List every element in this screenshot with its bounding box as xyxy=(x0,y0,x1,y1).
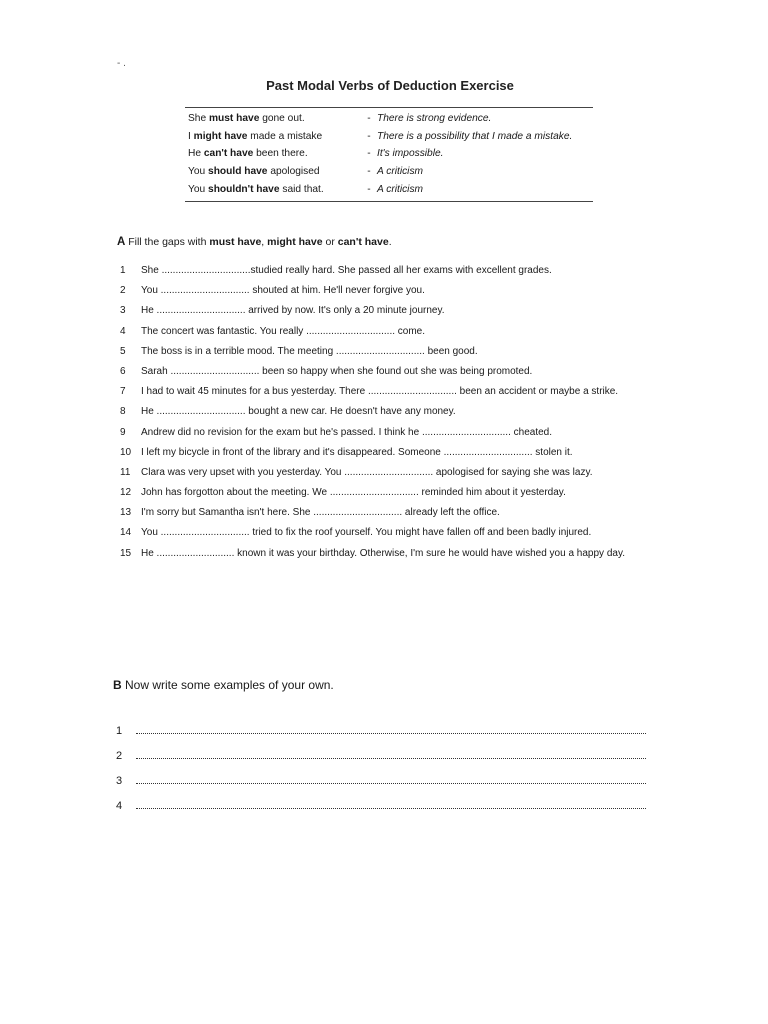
reference-row xyxy=(185,180,593,198)
write-line xyxy=(116,787,646,812)
reference-example xyxy=(185,166,363,177)
exercise-number: 6 xyxy=(120,365,126,377)
reference-meaning: There is strong evidence. xyxy=(377,113,492,125)
write-lines xyxy=(116,712,646,812)
exercise-number: 11 xyxy=(120,466,131,478)
exercise-text: Sarah ................................ been so happy when she found out she was being promoted. xyxy=(141,365,533,377)
dotted-answer-line[interactable] xyxy=(136,749,646,759)
example-modal: can't have xyxy=(203,148,254,160)
example-post: made a mistake xyxy=(247,130,323,142)
exercise-item xyxy=(116,285,656,297)
exercise-item xyxy=(116,507,656,519)
section-b-letter: B xyxy=(113,678,122,692)
exercise-number: 9 xyxy=(120,426,126,438)
exercise-item xyxy=(116,548,656,560)
exercise-item xyxy=(116,386,656,398)
separator: or xyxy=(322,236,338,248)
exercise-text: He ............................ known it was your birthday. Otherwise, I'm sure he would have wished you a happy day. xyxy=(141,547,625,559)
exercise-text: You ................................ shouted at him. He'll never forgive you. xyxy=(141,285,425,297)
reference-dash: - xyxy=(367,113,371,125)
exercise-text: You ................................ tried to fix the roof yourself. You might have fallen off and been badly injured. xyxy=(141,527,592,539)
example-modal: might have xyxy=(193,130,248,142)
exercise-number: 12 xyxy=(120,487,132,499)
exercise-text: I had to wait 45 minutes for a bus yesterday. There ................................ been an accident or maybe a strike. xyxy=(141,386,619,398)
exercise-item xyxy=(116,305,656,317)
write-line xyxy=(116,712,646,737)
period: . xyxy=(388,236,392,248)
exercise-number: 13 xyxy=(120,507,132,519)
exercise-text: He ................................ arrived by now. It's only a 20 minute journey. xyxy=(141,305,445,317)
dotted-answer-line[interactable] xyxy=(136,724,646,734)
write-line-number: 4 xyxy=(116,800,123,812)
reference-meaning: A criticism xyxy=(377,166,424,178)
exercise-item xyxy=(116,326,656,338)
exercise-item xyxy=(116,406,656,418)
section-a-text: Fill the gaps with xyxy=(125,236,210,248)
exercise-list xyxy=(116,265,656,568)
exercise-text: He ................................ bought a new car. He doesn't have any money. xyxy=(141,406,456,418)
corner-mark: - . xyxy=(117,58,126,69)
exercise-item xyxy=(116,447,656,459)
exercise-text: The boss is in a terrible mood. The meeting ................................ been good. xyxy=(141,345,478,357)
section-b-text: Now write some examples of your own. xyxy=(121,678,334,692)
exercise-text: John has forgotton about the meeting. We ................................ reminded him about it yesterday. xyxy=(141,487,566,499)
reference-row xyxy=(185,145,593,163)
write-line-number: 2 xyxy=(116,750,123,762)
exercise-item xyxy=(116,366,656,378)
example-modal: must have xyxy=(208,113,260,125)
section-b-instructions xyxy=(113,678,334,692)
reference-meaning: A criticism xyxy=(377,183,424,195)
example-modal: shouldn't have xyxy=(208,183,280,195)
exercise-number: 1 xyxy=(120,265,126,276)
reference-meaning: It's impossible. xyxy=(377,148,444,160)
exercise-item xyxy=(116,487,656,499)
example-post: apologised xyxy=(267,166,320,178)
exercise-text: I left my bicycle in front of the library and it's disappeared. Someone ................................ stolen it. xyxy=(141,446,573,458)
reference-row xyxy=(185,128,593,146)
reference-row xyxy=(185,163,593,181)
write-line xyxy=(116,737,646,762)
exercise-number: 7 xyxy=(120,386,126,398)
exercise-number: 3 xyxy=(120,305,126,317)
reference-row xyxy=(185,110,593,128)
exercise-number: 5 xyxy=(120,345,126,357)
example-pre: You xyxy=(188,183,209,195)
example-pre: You xyxy=(188,166,209,178)
reference-example xyxy=(185,184,363,195)
separator: , xyxy=(261,236,268,248)
example-post: gone out. xyxy=(259,113,305,125)
exercise-item xyxy=(116,427,656,439)
write-line-number: 1 xyxy=(116,725,123,737)
page-title: Past Modal Verbs of Deduction Exercise xyxy=(266,78,514,93)
exercise-text: Andrew did no revision for the exam but he's passed. I think he ................................ cheated. xyxy=(141,426,553,438)
exercise-text: Clara was very upset with you yesterday. You ................................ apologised for saying she was lazy. xyxy=(141,466,593,478)
section-a-letter: A xyxy=(117,236,126,248)
modal-cant-have: can't have xyxy=(337,236,389,248)
exercise-item xyxy=(116,527,656,539)
example-modal: should have xyxy=(208,166,268,178)
section-a-instructions xyxy=(117,236,392,248)
example-pre: He xyxy=(188,148,204,160)
exercise-number: 10 xyxy=(120,446,132,458)
exercise-item xyxy=(116,467,656,479)
reference-example xyxy=(185,113,363,124)
example-pre: She xyxy=(188,113,209,125)
dotted-answer-line[interactable] xyxy=(136,799,646,809)
reference-dash: - xyxy=(367,148,371,160)
reference-dash: - xyxy=(367,183,371,195)
exercise-number: 2 xyxy=(120,285,126,297)
exercise-number: 8 xyxy=(120,406,126,418)
reference-dash: - xyxy=(367,130,371,142)
reference-example xyxy=(185,131,363,142)
modal-must-have: must have xyxy=(209,236,262,248)
exercise-text: The concert was fantastic. You really ................................ come. xyxy=(141,325,426,337)
reference-meaning: There is a possibility that I made a mistake. xyxy=(377,130,573,142)
write-line-number: 3 xyxy=(116,775,123,787)
reference-table xyxy=(185,107,593,202)
exercise-text: She ................................studied really hard. She passed all her exams with excellent grades. xyxy=(141,265,552,276)
exercise-number: 14 xyxy=(120,527,132,539)
write-line xyxy=(116,762,646,787)
example-post: said that. xyxy=(279,183,324,195)
exercise-item xyxy=(116,265,656,277)
example-post: been there. xyxy=(253,148,308,160)
exercise-number: 4 xyxy=(120,325,126,337)
dotted-answer-line[interactable] xyxy=(136,774,646,784)
exercise-item xyxy=(116,346,656,358)
example-pre: I xyxy=(188,130,194,142)
reference-example xyxy=(185,148,363,159)
reference-dash: - xyxy=(367,166,371,178)
modal-might-have: might have xyxy=(267,236,323,248)
exercise-number: 15 xyxy=(120,547,132,559)
exercise-text: I'm sorry but Samantha isn't here. She ................................ already left the office. xyxy=(141,507,500,519)
